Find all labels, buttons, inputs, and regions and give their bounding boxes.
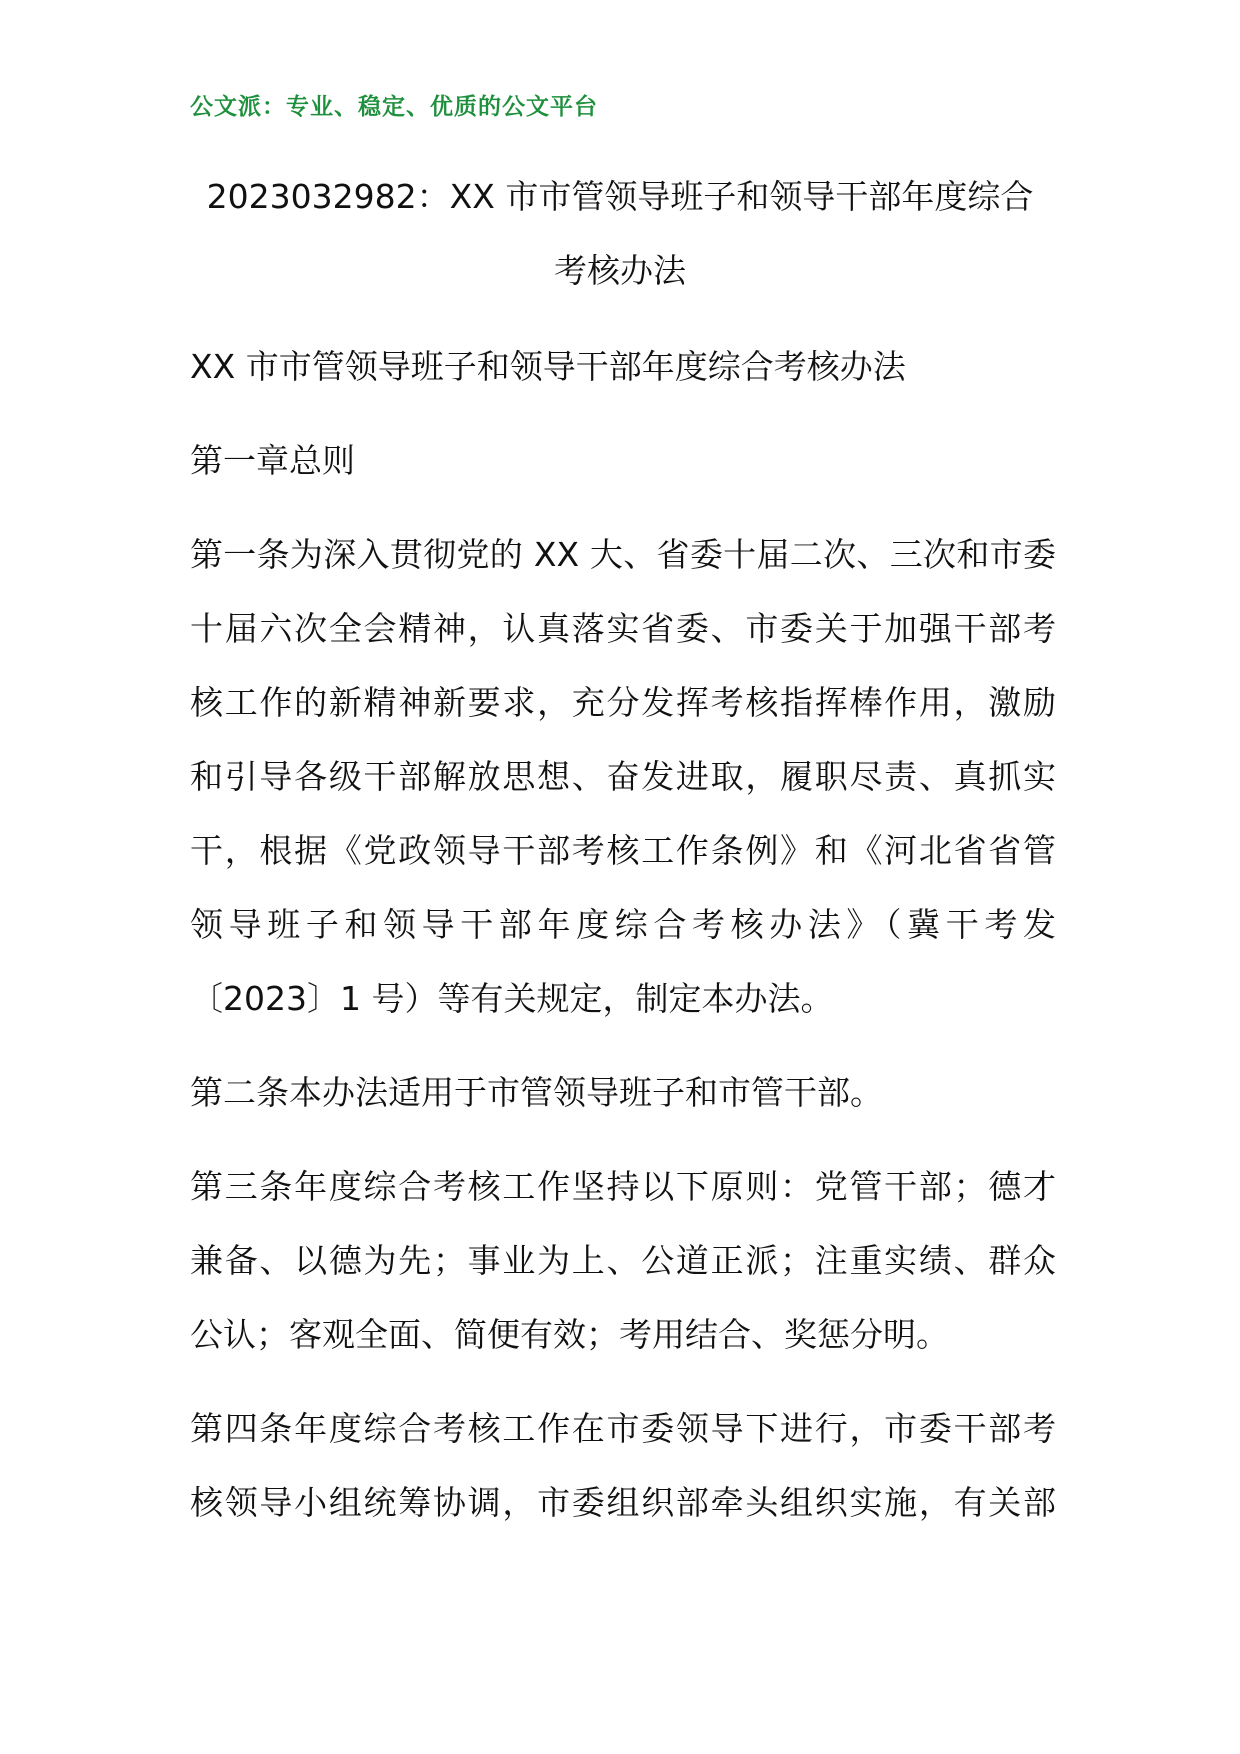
article-2: 第二条本办法适用于市管领导班子和市管干部。 — [190, 1073, 883, 1112]
article-1-line: 和引导各级干部解放思想、奋发进取，履职尽责、真抓实 — [190, 757, 1056, 796]
article-1-line: 第一条为深入贯彻党的 XX 大、省委十届二次、三次和市委 — [190, 535, 1056, 574]
article-1-line: 核工作的新精神新要求，充分发挥考核指挥棒作用，激励 — [190, 683, 1056, 722]
document-body — [190, 330, 1056, 1540]
subtitle: XX 市市管领导班子和领导干部年度综合考核办法 — [190, 347, 906, 386]
article-4 — [190, 1392, 1056, 1540]
article-1 — [190, 518, 1056, 1036]
article-1-line: 干，根据《党政领导干部考核工作条例》和《河北省省管 — [190, 831, 1056, 870]
article-1-line: 十届六次全会精神，认真落实省委、市委关于加强干部考 — [190, 609, 1056, 648]
chapter-heading: 第一章总则 — [190, 441, 355, 480]
article-4-line: 核领导小组统筹协调，市委组织部牵头组织实施，有关部 — [190, 1483, 1056, 1522]
article-1-line: 领导班子和领导干部年度综合考核办法》（冀干考发 — [190, 905, 1056, 944]
title-line-2: 考核办法 — [554, 251, 686, 290]
brand-header: 公文派：专业、稳定、优质的公文平台 — [190, 94, 598, 120]
article-3-line: 兼备、以德为先；事业为上、公道正派；注重实绩、群众 — [190, 1241, 1056, 1280]
article-3-line: 第三条年度综合考核工作坚持以下原则：党管干部；德才 — [190, 1167, 1056, 1206]
article-3 — [190, 1150, 1056, 1372]
article-4-line: 第四条年度综合考核工作在市委领导下进行，市委干部考 — [190, 1409, 1056, 1448]
title-line-1: 2023032982：XX 市市管领导班子和领导干部年度综合 — [206, 177, 1034, 216]
article-1-line: 〔2023〕1 号）等有关规定，制定本办法。 — [190, 979, 834, 1018]
article-3-line: 公认；客观全面、简便有效；考用结合、奖惩分明。 — [190, 1315, 949, 1354]
document-title — [190, 160, 1050, 308]
